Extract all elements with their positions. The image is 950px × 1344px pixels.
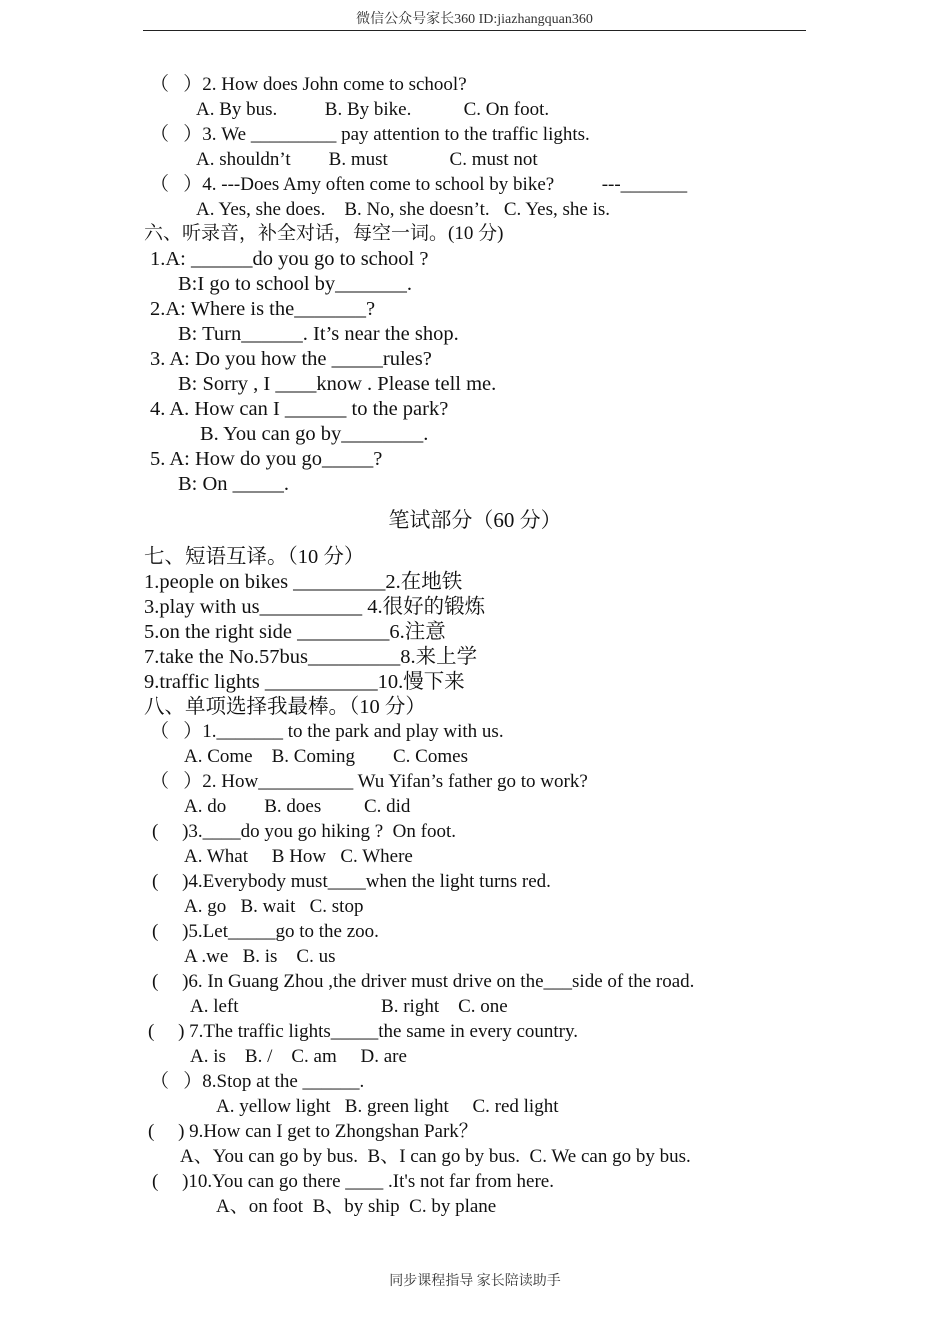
s8-q9: ( ) 9.How can I get to Zhongshan Park？ — [148, 1121, 478, 1142]
s5-q2: （ ）2. How does John come to school? — [150, 74, 467, 95]
page-footer: 同步课程指导 家长陪读助手 — [389, 1274, 561, 1289]
s6-line9: 5. A: How do you go_____? — [150, 448, 383, 470]
s8-q1-options: A. Come B. Coming C. Comes — [184, 746, 468, 767]
s8-q3: ( )3.____do you go hiking ? On foot. — [152, 821, 456, 842]
s8-q2: （ ）2. How__________ Wu Yifan’s father go to work? — [150, 771, 588, 792]
s8-q2-options: A. do B. does C. did — [184, 796, 411, 817]
section6-title: 六、听录音，补全对话，每空一词。(10 分) — [144, 223, 504, 244]
written-part-title: 笔试部分（60 分） — [388, 508, 562, 532]
s8-q3-options: A. What B How C. Where — [184, 846, 413, 867]
s8-q10-options: A、on foot B、by ship C. by plane — [216, 1196, 497, 1217]
page-header: 微信公众号家长360 ID:jiazhangquan360 — [143, 10, 806, 31]
s8-q8-options: A. yellow light B. green light C. red light — [216, 1096, 559, 1117]
s6-line1: 1.A: ______do you go to school ? — [150, 248, 429, 270]
s8-q5: ( )5.Let_____go to the zoo. — [152, 921, 379, 942]
s5-q3-options: A. shouldn’t B. must C. must not — [196, 149, 538, 170]
s8-q7-options: A. is B. / C. am D. are — [190, 1046, 407, 1067]
section7-title: 七、短语互译。（10 分） — [144, 546, 365, 568]
s8-q4: ( )4.Everybody must____when the light turns red. — [152, 871, 551, 892]
s6-line4: B: Turn______. It’s near the shop. — [178, 323, 459, 345]
s7-row2: 3.play with us__________ 4.很好的锻炼 — [144, 596, 486, 618]
s8-q1: （ ）1._______ to the park and play with us. — [150, 721, 504, 742]
s8-q7: ( ) 7.The traffic lights_____the same in every country. — [148, 1021, 579, 1042]
s6-line6: B: Sorry , I ____know . Please tell me. — [178, 373, 497, 395]
s8-q10: ( )10.You can go there ____ .It's not far from here. — [152, 1171, 554, 1192]
s6-line3: 2.A: Where is the_______? — [150, 298, 376, 320]
s8-q5-options: A .we B. is C. us — [184, 946, 336, 967]
s7-row3: 5.on the right side _________6.注意 — [144, 621, 446, 643]
s5-q3: （ ）3. We _________ pay attention to the traffic lights. — [150, 124, 590, 145]
s6-line5: 3. A: Do you how the _____rules? — [150, 348, 432, 370]
s8-q4-options: A. go B. wait C. stop — [184, 896, 364, 917]
s7-row5: 9.traffic lights ___________10.慢下来 — [144, 671, 465, 693]
s7-row1: 1.people on bikes _________2.在地铁 — [144, 571, 463, 593]
s8-q6-options: A. left B. right C. one — [190, 996, 508, 1017]
s5-q2-options: A. By bus. B. By bike. C. On foot. — [196, 99, 550, 120]
s6-line8: B. You can go by________. — [200, 423, 429, 445]
s5-q4: （ ）4. ---Does Amy often come to school by bike? ---_______ — [150, 174, 688, 195]
s8-q9-options: A、You can go by bus. B、I can go by bus. C. We can go by bus. — [180, 1146, 691, 1167]
section8-title: 八、单项选择我最棒。（10 分） — [144, 696, 426, 718]
s5-q4-options: A. Yes, she does. B. No, she doesn’t. C. Yes, she is. — [196, 199, 610, 220]
s6-line10: B: On _____. — [178, 473, 290, 495]
s8-q6: ( )6. In Guang Zhou ,the driver must drive on the___side of the road. — [152, 971, 695, 992]
s8-q8: （ ）8.Stop at the ______. — [150, 1071, 365, 1092]
s6-line2: B:I go to school by_______. — [178, 273, 413, 295]
s7-row4: 7.take the No.57bus_________8.来上学 — [144, 646, 478, 668]
s6-line7: 4. A. How can I ______ to the park? — [150, 398, 449, 420]
